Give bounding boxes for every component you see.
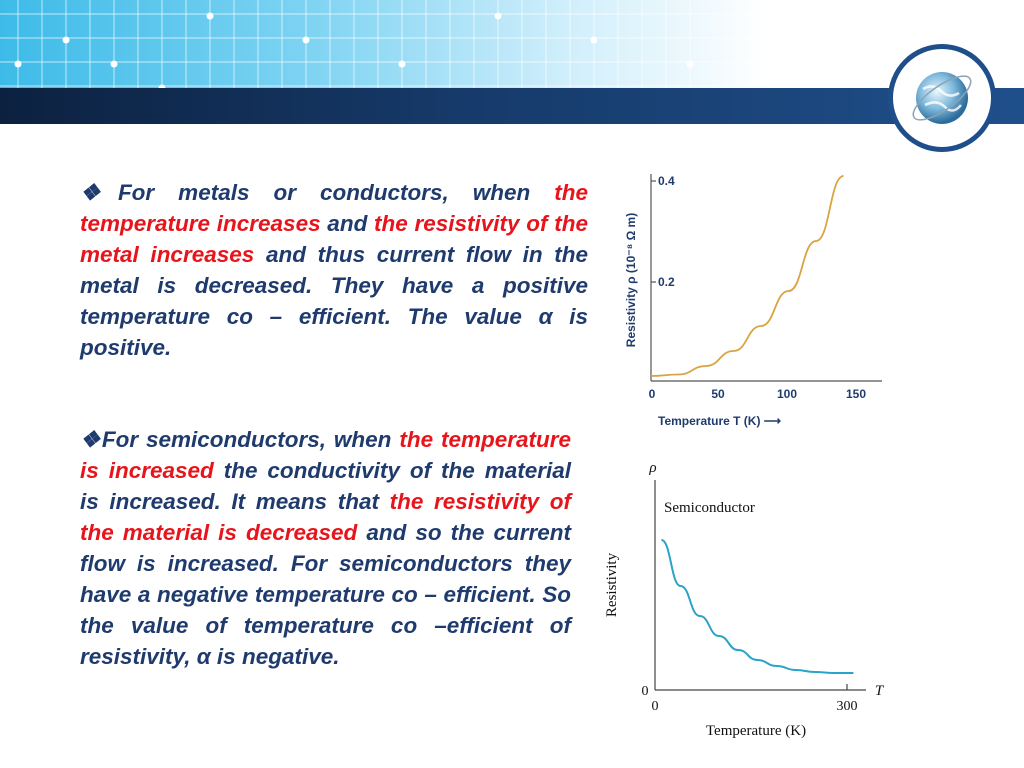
metals-highlight-resistivity: the resistivity of the metal increases — [80, 211, 588, 267]
semi-highlight-resistivity: the resistivity of the material is decreased — [80, 489, 571, 545]
chart1-xtick-150: 150 — [845, 387, 867, 401]
chart2-t-symbol: T — [874, 683, 884, 699]
chart2-y-label: Resistivity — [604, 552, 620, 618]
chart2-series-label: Semiconductor — [664, 500, 755, 516]
semi-highlight-temperature: the temperature is increased — [80, 427, 572, 483]
chart2-rho-symbol: ρ — [649, 460, 657, 476]
metals-text-3: and thus current flow in the metal is decreased. They have a positive temperature co – efficient. The value α is positive. — [80, 242, 588, 360]
grid-pattern — [0, 0, 1024, 90]
metal-resistivity-chart — [598, 162, 898, 434]
metals-text-2: and — [320, 211, 375, 236]
chart1-ytick-0.4: 0.4 — [658, 174, 675, 188]
chart1-ytick-0.2: 0.2 — [658, 275, 675, 289]
chart1-xtick-100: 100 — [776, 387, 798, 401]
chart1-metal-curve — [651, 176, 844, 376]
chart1-xtick-0: 0 — [648, 387, 656, 401]
chart2-xtick-0: 0 — [651, 699, 659, 714]
metals-highlight-temperature: the temperature increases — [80, 180, 589, 236]
semi-text-1: For semiconductors, when — [101, 427, 400, 452]
semi-text-2: the conductivity of the material is increased. It means that — [80, 458, 571, 514]
chart2-semiconductor-curve — [661, 540, 853, 673]
metals-text-1: For metals or conductors, when — [117, 180, 555, 205]
semi-text-3: and so the current flow is increased. For semiconductors they have a negative temperature co – efficient. So the value of temperature co –efficient of resistivity, α is negative. — [80, 520, 571, 669]
logo-badge — [888, 44, 996, 152]
chart1-x-label: Temperature T (K) ⟶ — [658, 414, 781, 428]
chart1-xtick-50: 50 — [711, 387, 725, 401]
chart2-xtick-300: 300 — [836, 699, 858, 714]
globe-icon — [893, 49, 991, 147]
chart1-y-label: Resistivity ρ (10⁻⁸ Ω m) — [624, 212, 638, 348]
chart2-origin-label: 0 — [641, 684, 649, 699]
diamond-bullet-icon: ❖ — [80, 180, 118, 205]
semiconductor-paragraph — [80, 424, 571, 672]
semiconductor-resistivity-chart — [596, 450, 896, 750]
header-stripe — [0, 88, 1024, 124]
diamond-bullet-icon: ❖ — [80, 427, 102, 452]
metals-paragraph — [80, 177, 588, 363]
chart2-x-label: Temperature (K) — [705, 723, 807, 739]
header-banner — [0, 0, 1024, 90]
